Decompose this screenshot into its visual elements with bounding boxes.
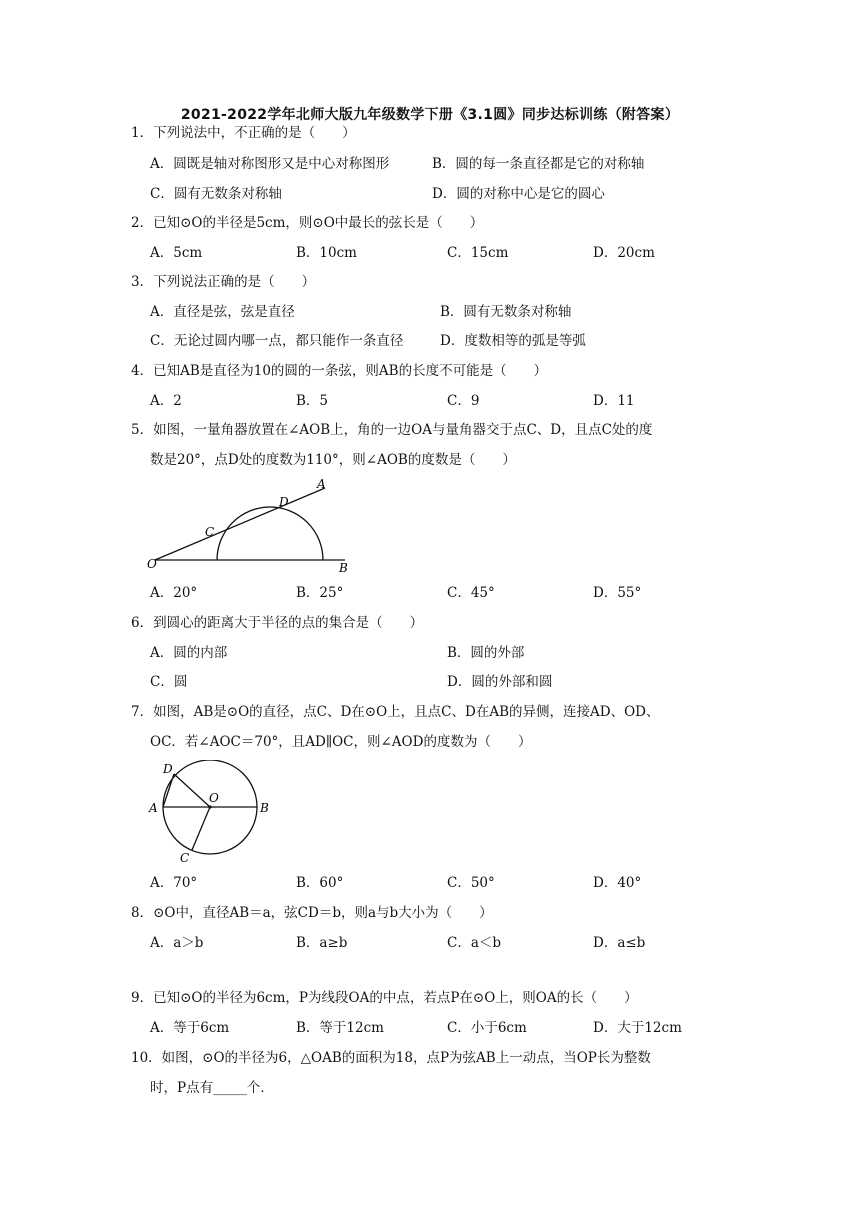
question-1-stem: 1．下列说法中，不正确的是（ ） (131, 125, 356, 141)
protractor-figure (145, 476, 360, 576)
question-5-stem: 5．如图，一量角器放置在∠AOB上，角的一边OA与量角器交于点C、D，且点C处的度 (131, 422, 653, 438)
q1-option-b: B．圆的每一条直径都是它的对称轴 (432, 156, 645, 172)
question-6-stem: 6．到圆心的距离大于半径的点的集合是（ ） (131, 615, 424, 631)
q7-option-a: A．70° (150, 875, 198, 891)
question-7-stem-cont: OC．若∠AOC＝70°，且AD∥OC，则∠AOD的度数为（ ） (150, 734, 532, 750)
figure7-label-a: A (149, 801, 158, 815)
question-10-stem: 10．如图，⊙O的半径为6，△OAB的面积为18，点P为弦AB上一动点，当OP长为整数 (131, 1050, 651, 1066)
q8-option-c: C．a＜b (447, 935, 502, 951)
question-5-stem-cont: 数是20°，点D处的度数为110°，则∠AOB的度数是（ ） (150, 452, 516, 468)
figure7-label-d: D (163, 762, 173, 776)
q1-option-d: D．圆的对称中心是它的圆心 (432, 186, 605, 202)
q3-option-d: D．度数相等的弧是等弧 (440, 333, 586, 349)
q2-option-a: A．5cm (150, 245, 203, 261)
figure5-label-c: C (205, 525, 215, 539)
question-4-stem: 4．已知AB是直径为10的圆的一条弦，则AB的长度不可能是（ ） (131, 363, 548, 379)
question-3-stem: 3．下列说法正确的是（ ） (131, 274, 316, 290)
q9-option-b: B．等于12cm (296, 1020, 384, 1036)
q9-option-a: A．等于6cm (150, 1020, 230, 1036)
q7-option-b: B．60° (296, 875, 344, 891)
circle-figure (145, 760, 280, 870)
q9-option-d: D．大于12cm (593, 1020, 682, 1036)
question-10-stem-cont: 时，P点有_____个． (150, 1080, 274, 1096)
q1-option-a: A．圆既是轴对称图形又是中心对称图形 (150, 156, 390, 172)
q3-option-a: A．直径是弦，弦是直径 (150, 304, 295, 320)
q4-option-c: C．9 (447, 393, 480, 409)
figure7-label-b: B (260, 801, 269, 815)
q5-option-d: D．55° (593, 585, 642, 601)
figure5-label-a: A (317, 477, 326, 491)
q6-option-d: D．圆的外部和圆 (447, 674, 553, 690)
q7-option-c: C．50° (447, 875, 495, 891)
q4-option-b: B．5 (296, 393, 329, 409)
q8-option-a: A．a＞b (150, 935, 204, 951)
question-7-stem: 7．如图，AB是⊙O的直径，点C、D在⊙O上，且点C、D在AB的异侧，连接AD、OD、 (131, 704, 660, 720)
figure5-label-o: O (147, 557, 157, 571)
q2-option-d: D．20cm (593, 245, 655, 261)
q7-option-d: D．40° (593, 875, 642, 891)
q3-option-b: B．圆有无数条对称轴 (440, 304, 572, 320)
q8-option-d: D．a≤b (593, 935, 646, 951)
q6-option-a: A．圆的内部 (150, 645, 228, 661)
figure7-label-o: O (209, 791, 219, 805)
q3-option-c: C．无论过圆内哪一点，都只能作一条直径 (150, 333, 404, 349)
q5-option-b: B．25° (296, 585, 344, 601)
q2-option-b: B．10cm (296, 245, 357, 261)
question-8-stem: 8．⊙O中，直径AB＝a，弦CD＝b，则a与b大小为（ ） (131, 905, 493, 921)
question-9-stem: 9．已知⊙O的半径为6cm，P为线段OA的中点，若点P在⊙O上，则OA的长（ ） (131, 990, 638, 1006)
q6-option-c: C．圆 (150, 674, 188, 690)
q1-option-c: C．圆有无数条对称轴 (150, 186, 282, 202)
q8-option-b: B．a≥b (296, 935, 348, 951)
q5-option-c: C．45° (447, 585, 495, 601)
figure7-label-c: C (180, 851, 190, 865)
question-2-stem: 2．已知⊙O的半径是5cm，则⊙O中最长的弦长是（ ） (131, 215, 484, 231)
q4-option-d: D．11 (593, 393, 635, 409)
q9-option-c: C．小于6cm (447, 1020, 527, 1036)
q2-option-c: C．15cm (447, 245, 509, 261)
figure5-label-b: B (339, 561, 348, 575)
q4-option-a: A．2 (150, 393, 182, 409)
q6-option-b: B．圆的外部 (447, 645, 525, 661)
document-title: 2021-2022学年北师大版九年级数学下册《3.1圆》同步达标训练（附答案） (180, 107, 680, 123)
q5-option-a: A．20° (150, 585, 198, 601)
figure5-label-d: D (279, 495, 289, 509)
